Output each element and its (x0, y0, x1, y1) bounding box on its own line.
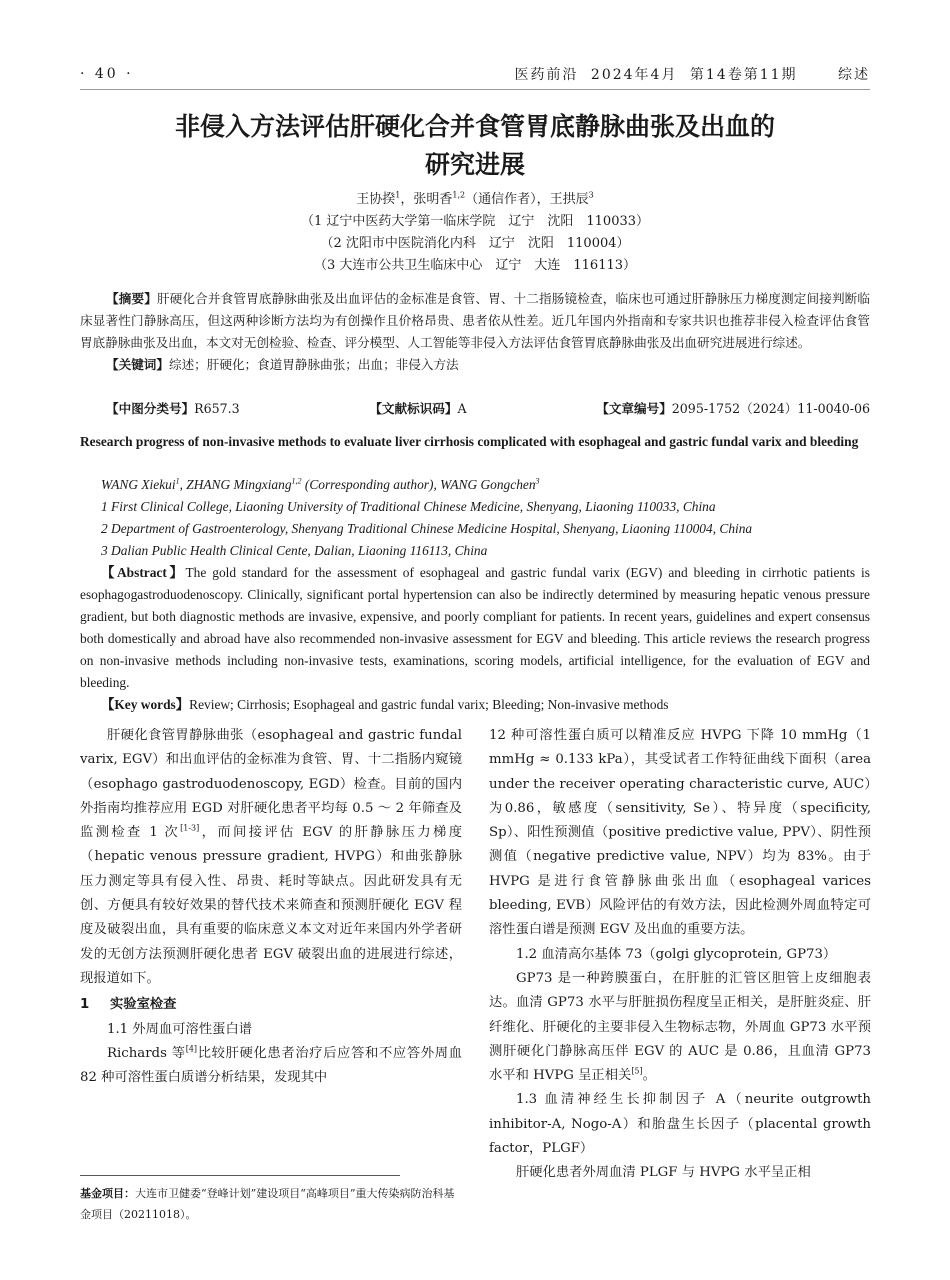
affiliation-cn: （3 大连市公共卫生临床中心 辽宁 大连 116113） (313, 258, 637, 273)
author-block-cn (80, 189, 870, 277)
author-name: ，张明香 (400, 192, 453, 207)
keywords-en-text: Review; Cirrhosis; Esophageal and gastric fundal varix; Bleeding; Non-invasive methods (189, 697, 669, 712)
author-line-cn (80, 189, 870, 211)
affiliation-en: 1 First Clinical College, Liaoning University of Traditional Chinese Medicine, Shenyang, Liaoning 110033, China (101, 499, 716, 514)
keywords-text: 综述；肝硬化；食道胃静脉曲张；出血；非侵入方法 (168, 357, 459, 372)
doc-code-label: 【文献标识码】 (369, 401, 458, 416)
article-id-label: 【文章编号】 (596, 401, 672, 416)
clc-value: R657.3 (194, 401, 240, 416)
author-name: 王协揆 (356, 192, 396, 207)
title-line-2: 研究进展 (424, 150, 525, 179)
author-name-en: , ZHANG Mingxiang (179, 477, 292, 492)
subsection-heading: 1.2 血清高尔基体 73（golgi glycoprotein, GP73） (516, 946, 837, 962)
doc-code-value: A (457, 401, 467, 416)
section-title: 实验室检查 (110, 997, 177, 1013)
body-text: ，而间接评估 EGV 的肝静脉压力梯度（hepatic venous pressure gradient, HVPG）和曲张静脉压力测定等具有侵入性、昂贵、耗时等缺点。因此研发具有无创、方便具有较好效果的替代技术来筛查和预测肝硬化 EGV 程度及破裂出血，具有重要的临床意义本文对近年来国内外学者研发的无创方法预测肝硬化患者 EGV 破裂出血的进展进行综述，现报道如下。 (80, 825, 462, 986)
body-paragraph (80, 1042, 462, 1091)
author-name-en: WANG Xiekui (101, 477, 176, 492)
affiliation-en: 3 Dalian Public Health Clinical Cente, Dalian, Liaoning 116113, China (101, 543, 488, 558)
body-text: 。 (642, 1068, 656, 1084)
abstract-en-text: The gold standard for the assessment of esophageal and gastric fundal varix (EGV) and bleeding in cirrhotic patients is esophagogastroduodenoscopy. Clinically, significant portal hypertension can also be indirectly determined by measuring hepatic venous pressure gradient, but both diagnostic methods are invasive, expensive, and poorly compliant for patients. In recent years, guidelines and expert consensus both domestically and abroad have also recommended non-invasive assessment for EGV and bleeding. This article reviews the research progress on non-invasive methods including non-invasive tests, examinations, scoring models, artificial intelligence, for the evaluation of EGV and bleeding. (80, 565, 870, 690)
author-sup: 1 (395, 190, 401, 200)
footnote-divider (80, 1175, 400, 1176)
subsection-heading: 1.1 外周血可溶性蛋白谱 (107, 1021, 253, 1037)
abstract-cn (80, 288, 870, 376)
english-authors (101, 474, 540, 496)
corresponding-note: （通信作者） (465, 192, 537, 207)
body-text: Richards 等 (107, 1045, 186, 1061)
citation: [5] (631, 1066, 643, 1076)
english-affiliations (101, 496, 871, 562)
keywords-cn (80, 354, 870, 376)
abstract-cn-paragraph (80, 288, 870, 354)
subsection-heading: 1.3 血清神经生长抑制因子 A（neurite outgrowth inhibitor-A, Nogo-A）和胎盘生长因子（placental growth factor，PLGF） (489, 1092, 871, 1157)
english-title: Research progress of non-invasive methods to evaluate liver cirrhosis complicated with esophageal and gastric fundal varix and bleeding (80, 434, 859, 449)
abstract-label: 【摘要】 (106, 291, 157, 306)
classification-row (106, 398, 870, 417)
page-number: · 40 · (80, 66, 134, 82)
body-text: 比较肝硬化患者治疗后应答和不应答外周血 82 种可溶性蛋白质谱分析结果，发现其中 (80, 1045, 463, 1086)
abstract-en-label: 【Abstract】 (101, 565, 186, 580)
section-label: 综述 (838, 67, 870, 83)
body-text: 肝硬化食管胃静脉曲张（esophageal and gastric fundal varix, EGV）和出血评估的金标准为食管、胃、十二指肠内窥镜（esophago gastroduodenoscopy, EGD）检查。目前的国内外指南均推荐应用 EGD 对肝硬化患者平均每 0.5 ～ 2 年筛查及监测检查 1 次 (80, 728, 462, 841)
author-sup: 3 (535, 476, 540, 486)
body-text: GP73 是一种跨膜蛋白，在肝脏的汇管区胆管上皮细胞表达。血清 GP73 水平与肝脏损伤程度呈正相关，是肝脏炎症、肝纤维化、肝硬化的主要非侵入生物标志物，外周血 GP73 水平预测肝硬化门静脉高压伴 EGV 的 AUC 是 0.86，且血清 GP73 水平和 HVPG 呈正相关 (489, 970, 871, 1084)
author-name-en: (Corresponding author), WANG Gongchen (301, 477, 536, 492)
issue-volume: 第14卷第11期 (689, 67, 798, 83)
clc-label: 【中图分类号】 (106, 401, 195, 416)
abstract-en (80, 562, 870, 716)
clc-number (106, 398, 240, 417)
issue-date: 2024年4月 (590, 67, 678, 83)
keywords-label: 【关键词】 (106, 357, 169, 372)
citation: [4] (185, 1044, 198, 1054)
article-id (596, 398, 870, 417)
author-sup: 1 (175, 476, 180, 486)
affiliation-en: 2 Department of Gastroenterology, Shenyang Traditional Chinese Medicine Hospital, Shenyang, Liaoning 110004, China (101, 521, 753, 536)
section-heading (80, 993, 462, 1017)
keywords-en-label: 【Key words】 (101, 697, 190, 712)
body-paragraph (489, 967, 871, 1088)
article-title (80, 108, 870, 184)
body-column-left (80, 724, 462, 1090)
body-paragraph (80, 724, 462, 991)
author-sup: 3 (588, 190, 594, 200)
header-divider (80, 89, 870, 90)
author-name: ，王拱辰 (536, 192, 589, 207)
body-paragraph: 肝硬化患者外周血清 PLGF 与 HVPG 水平呈正相 (516, 1165, 811, 1181)
abstract-text: 肝硬化合并食管胃底静脉曲张及出血评估的金标准是食管、胃、十二指肠镜检查，临床也可通过肝静脉压力梯度测定间接判断临床显著性门静脉高压，但这两种诊断方法均为有创操作且价格昂贵、患者依从性差。近几年国内外指南和专家共识也推荐非侵入检查评估食管胃底静脉曲张及出血，本文对无创检验、检查、评分模型、人工智能等非侵入方法评估食管胃底静脉曲张及出血研究进展进行综述。 (80, 291, 871, 350)
affiliation-cn: （2 沈阳市中医院消化内科 辽宁 沈阳 110004） (320, 236, 630, 251)
author-sup: 1,2 (291, 476, 302, 486)
funding-label: 基金项目： (80, 1187, 135, 1200)
article-id-value: 2095-1752（2024）11-0040-06 (671, 401, 870, 416)
running-header (508, 64, 870, 84)
affiliation-cn: （1 辽宁中医药大学第一临床学院 辽宁 沈阳 110033） (300, 214, 650, 229)
citation: [1-3] (180, 823, 200, 833)
abstract-en-paragraph (80, 562, 870, 694)
section-number: 1 (80, 997, 90, 1013)
funding-text: 大连市卫健委“登峰计划”建设项目“高峰项目”重大传染病防治科基金项目（20211018）。 (80, 1187, 455, 1221)
document-code (369, 398, 466, 417)
keywords-en (80, 694, 870, 716)
funding-footnote (80, 1183, 462, 1225)
body-column-right (489, 724, 871, 1186)
journal-name: 医药前沿 (514, 67, 579, 83)
body-paragraph: 12 种可溶性蛋白质可以精准反应 HVPG 下降 10 mmHg（1 mmHg ≈ 0.133 kPa），其受试者工作特征曲线下面积（area under the receiver operating characteristic curve, AUC）为0.86，敏感度（sensitivity, Se）、特异度（specificity, Sp）、阳性预测值（positive predictive value, PPV）、阴性预测值（negative predictive value, NPV）均为 83%。由于 HVPG 是进行食管静脉曲张出血（esophageal varices bleeding, EVB）风险评估的有效方法，因此检测外周血特定可溶性蛋白谱是预测 EGV 及出血的重要方法。 (489, 728, 871, 938)
author-sup: 1,2 (452, 190, 466, 200)
title-line-1: 非侵入方法评估肝硬化合并食管胃底静脉曲张及出血的 (174, 112, 775, 141)
